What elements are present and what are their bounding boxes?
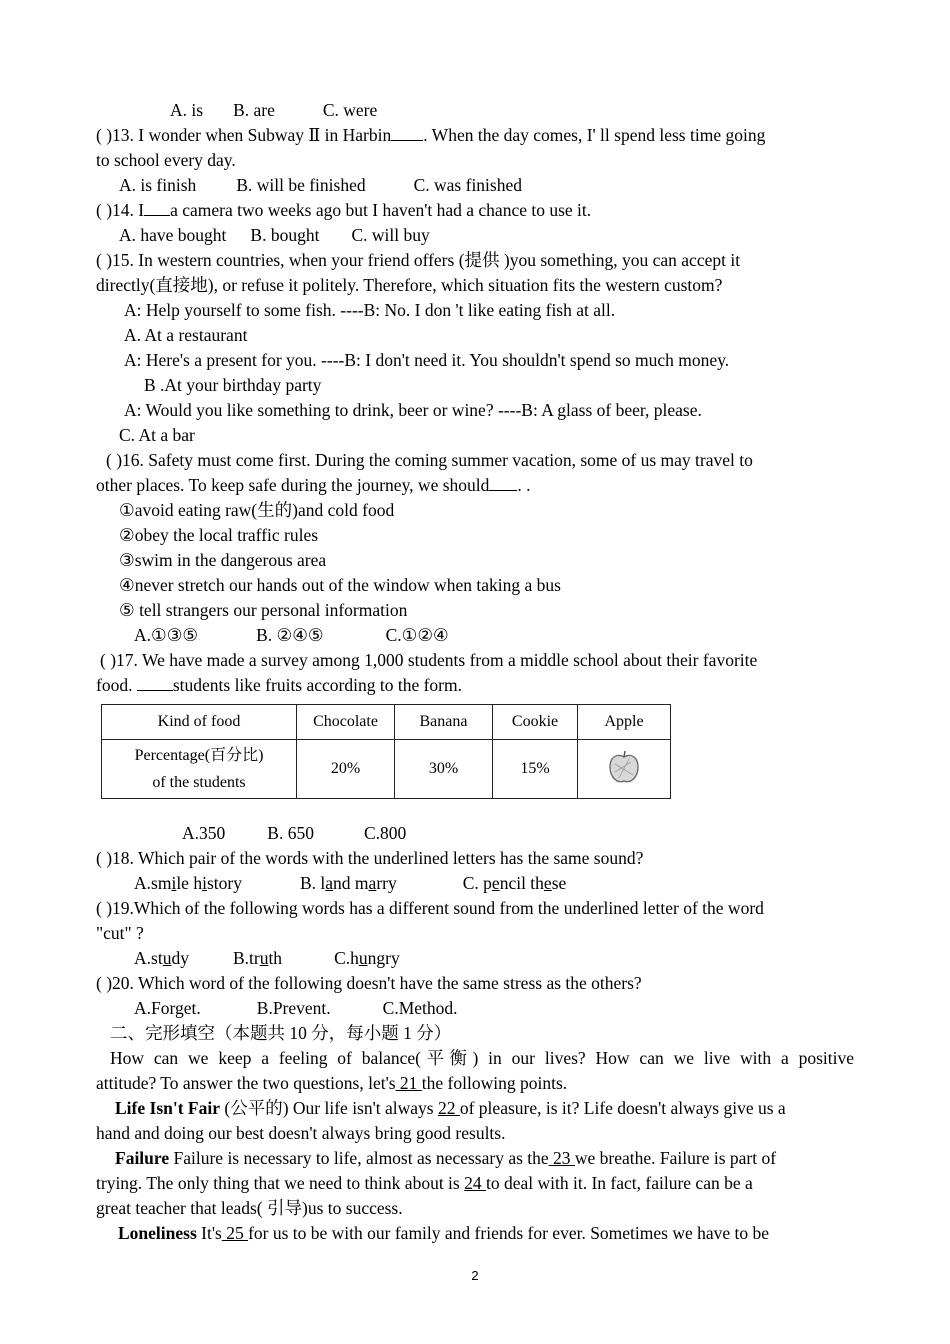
text-run: great teacher that leads( 引导)us to success. — [96, 1198, 403, 1218]
text-run: for us to be with our family and friends for ever. Sometimes we have to be — [248, 1223, 770, 1243]
text-run: A: Here's a present for you. ----B: I don't need it. You shouldn't spend so much money. — [124, 350, 730, 370]
text-run: 13. I wonder when Subway Ⅱ in Harbin — [112, 125, 392, 145]
q17-line2 — [96, 673, 854, 698]
q19-line2 — [96, 921, 854, 946]
text-run: B .At your birthday party — [144, 375, 322, 395]
table-cell: 30% — [395, 740, 493, 799]
text-run: A: Would you like something to drink, beer or wine? ----B: A glass of beer, please. — [124, 400, 702, 420]
text-run: u — [162, 948, 172, 968]
q16-item-4 — [96, 573, 854, 598]
text-run: ( ) — [96, 973, 113, 993]
text-run: nd m — [333, 873, 369, 893]
text-run: u — [358, 948, 368, 968]
text-run: Life Isn't Fair — [115, 1098, 220, 1118]
text-run: A.st — [134, 948, 163, 968]
text-run: trying. The only thing that we need to think about is — [96, 1173, 465, 1193]
q16-options — [96, 623, 854, 648]
q20-line1 — [96, 971, 854, 996]
text-run: of pleasure, is it? Life doesn't always give us a — [459, 1098, 786, 1118]
text-run: ②obey the local traffic rules — [119, 525, 319, 545]
q16-item-2 — [96, 523, 854, 548]
table-cell: Apple — [578, 705, 671, 740]
table-cell: Cookie — [493, 705, 578, 740]
table-row-label — [102, 740, 297, 799]
q15-line2 — [96, 273, 854, 298]
text-run: other places. To keep safe during the journey, we should — [96, 475, 490, 495]
text-run: i — [202, 873, 207, 893]
text-run: Failure is necessary to life, almost as necessary as the — [169, 1148, 549, 1168]
q15-option-b — [96, 373, 854, 398]
text-run: (公平的) Our life isn't always — [220, 1098, 438, 1118]
text-run: i — [171, 873, 177, 893]
text-run: 16. Safety must come first. During the coming summer vacation, some of us may travel to — [122, 450, 753, 470]
cloze-p2-line2 — [96, 1121, 854, 1146]
text-run: A.350 — [182, 823, 226, 843]
q15-dialog-b — [96, 348, 854, 373]
text-run: ncil th — [499, 873, 544, 893]
text-run: to school every day. — [96, 150, 236, 170]
text-run: C. At a bar — [119, 425, 195, 445]
text-run: ( ) — [106, 450, 123, 470]
text-run: B. 650 — [267, 823, 314, 843]
text-run: a — [368, 873, 377, 893]
q15-dialog-c — [96, 398, 854, 423]
text-run: C. was finished — [413, 175, 523, 195]
text-run: a — [325, 873, 334, 893]
answer-blank — [137, 675, 173, 691]
text-run: . . — [517, 475, 531, 495]
q15-option-c — [96, 423, 854, 448]
text-run: attitude? To answer the two questions, let's — [96, 1073, 396, 1093]
text-run: . When the day comes, I' ll spend less time going — [423, 125, 766, 145]
cloze-blank-21: 21 — [395, 1073, 422, 1093]
cloze-p4-line1 — [96, 1221, 854, 1246]
table-cell: Banana — [395, 705, 493, 740]
cloze-p3-line3 — [96, 1196, 854, 1221]
table-header-row — [102, 705, 671, 740]
text-run: food. — [96, 675, 137, 695]
text-run: A.①③⑤ — [134, 625, 199, 645]
text-run: e — [491, 873, 500, 893]
table-cell: 20% — [297, 740, 395, 799]
text-run: le h — [176, 873, 203, 893]
text-run: the following points. — [421, 1073, 568, 1093]
text-run: A: Help yourself to some fish. ----B: No. I don 't like eating fish at all. — [124, 300, 616, 320]
q16-item-1 — [96, 498, 854, 523]
text-run: C.①②④ — [385, 625, 449, 645]
answer-blank — [489, 475, 517, 491]
q18-line1 — [96, 846, 854, 871]
text-run: u — [259, 948, 269, 968]
q19-options — [96, 946, 854, 971]
text-run: A. have bought — [119, 225, 227, 245]
q16-line1 — [96, 448, 854, 473]
q12-options: A. is B. are C. were — [170, 100, 378, 120]
text-run: ( ) — [96, 898, 113, 918]
apple-icon — [607, 748, 641, 791]
q17-options — [96, 821, 854, 846]
food-survey-table — [101, 704, 671, 799]
q15-option-a — [96, 323, 854, 348]
text-run: to deal with it. In fact, failure can be a — [485, 1173, 753, 1193]
q16-item-3 — [96, 548, 854, 573]
text-run: e — [543, 873, 552, 893]
q14-options — [96, 223, 854, 248]
text-run: B.Prevent. — [256, 998, 331, 1018]
text-run: ①avoid eating raw(生的)and cold food — [119, 500, 395, 520]
q13-line1 — [96, 123, 854, 148]
q17-line1 — [96, 648, 854, 673]
text-run: dy — [171, 948, 189, 968]
text-run: C.Method. — [382, 998, 458, 1018]
q14-line1 — [96, 198, 854, 223]
text-run: B. will be finished — [236, 175, 366, 195]
text-run: 19.Which of the following words has a different sound from the underlined letter of the word — [112, 898, 764, 918]
text-run: How can we keep a feeling of balance(平衡) in our lives? How can we live with a positive — [110, 1048, 854, 1068]
text-run: B. bought — [250, 225, 320, 245]
row-label-line1: Percentage(百分比) — [134, 747, 264, 764]
q20-options — [96, 996, 854, 1021]
text-run: ( ) — [100, 650, 117, 670]
table-cell: Kind of food — [102, 705, 297, 740]
row-label-line2: of the students — [152, 774, 246, 791]
q15-line1 — [96, 248, 854, 273]
text-run: ( ) — [96, 125, 113, 145]
text-run: ④never stretch our hands out of the window when taking a bus — [119, 575, 561, 595]
text-run: B.tr — [232, 948, 260, 968]
cloze-p3-line1 — [96, 1146, 854, 1171]
text-run: ( ) — [96, 200, 113, 220]
text-run: se — [551, 873, 567, 893]
q13-line2 — [96, 148, 854, 173]
text-run: students like fruits according to the form. — [172, 675, 462, 695]
text-run: A.sm — [134, 873, 172, 893]
text-run: "cut" ? — [96, 923, 144, 943]
text-run: C.h — [334, 948, 359, 968]
text-run: A.Forget. — [134, 998, 201, 1018]
answer-blank — [144, 200, 170, 216]
text-run: 15. In western countries, when your friend offers (提供 )you something, you can accept it — [112, 250, 741, 270]
text-run: Loneliness — [118, 1223, 197, 1243]
table-cell-apple — [578, 740, 671, 799]
page-number: 2 — [471, 1268, 479, 1283]
table-cell: 15% — [493, 740, 578, 799]
text-run: ( ) — [96, 848, 113, 868]
page-body — [96, 98, 854, 1246]
text-run: hand and doing our best doesn't always bring good results. — [96, 1123, 506, 1143]
q16-line2 — [96, 473, 854, 498]
cloze-blank-23: 23 — [548, 1148, 575, 1168]
section-heading — [96, 1021, 854, 1046]
text-run: story — [206, 873, 242, 893]
q16-item-5 — [96, 598, 854, 623]
text-run: 20. Which word of the following doesn't have the same stress as the others? — [112, 973, 642, 993]
text-run: we breathe. Failure is part of — [574, 1148, 777, 1168]
text-run: A. At a restaurant — [124, 325, 248, 345]
text-run: ③swim in the dangerous area — [119, 550, 327, 570]
text-run: B. ②④⑤ — [256, 625, 324, 645]
cloze-p1-line1 — [96, 1046, 854, 1071]
text-run: C.800 — [363, 823, 407, 843]
text-run: directly(直接地), or refuse it politely. Therefore, which situation fits the western custom? — [96, 275, 723, 295]
text-run: Failure — [115, 1148, 170, 1168]
cloze-blank-25: 25 — [221, 1223, 249, 1243]
cloze-p3-line2 — [96, 1171, 854, 1196]
table-cell: Chocolate — [297, 705, 395, 740]
cloze-p2-line1 — [96, 1096, 854, 1121]
text-run: ngry — [367, 948, 400, 968]
cloze-blank-22: 22 — [437, 1098, 460, 1118]
q18-options — [96, 871, 854, 896]
q19-line1 — [96, 896, 854, 921]
q15-dialog-a — [96, 298, 854, 323]
table-row — [102, 740, 671, 799]
text-run: 14. I — [112, 200, 145, 220]
text-run: It's — [196, 1223, 222, 1243]
text-run: 18. Which pair of the words with the underlined letters has the same sound? — [112, 848, 644, 868]
cloze-blank-24: 24 — [464, 1173, 486, 1193]
text-run: B. l — [299, 873, 326, 893]
cloze-p1-line2 — [96, 1071, 854, 1096]
text-run: C. will buy — [351, 225, 430, 245]
text-run: ( ) — [96, 250, 113, 270]
text-run: 17. We have made a survey among 1,000 students from a middle school about their favorite — [116, 650, 758, 670]
text-run: A. is finish — [119, 175, 197, 195]
text-run: 二、完形填空（本题共 10 分，每小题 1 分） — [110, 1023, 452, 1043]
text-run: rry — [376, 873, 397, 893]
answer-blank — [391, 125, 423, 141]
text-run: ⑤ tell strangers our personal information — [119, 600, 408, 620]
text-run: C. p — [462, 873, 492, 893]
text-run: th — [268, 948, 283, 968]
q13-options — [96, 173, 854, 198]
text-run: a camera two weeks ago but I haven't had a chance to use it. — [170, 200, 592, 220]
